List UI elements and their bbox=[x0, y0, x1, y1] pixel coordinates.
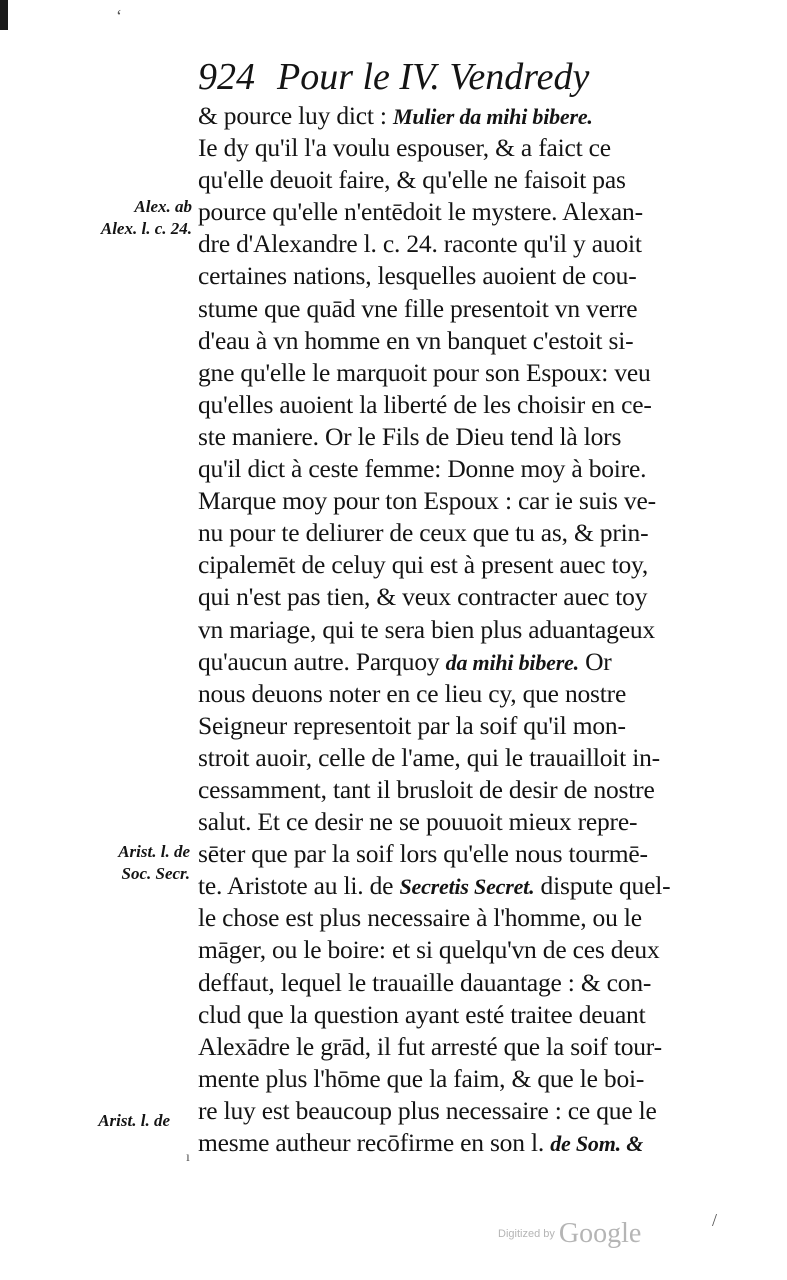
text-line: nous deuons noter en ce lieu cy, que nostre bbox=[198, 678, 627, 708]
running-head-title: Pour le IV. Vendredy bbox=[277, 56, 590, 98]
ink-speck: ı bbox=[186, 1150, 190, 1165]
text-line: clud que la question ayant esté traitee deuant bbox=[198, 999, 646, 1029]
text-line: d'eau à vn homme en vn banquet c'estoit si- bbox=[198, 325, 634, 355]
margin-note-alexander: Alex. ab Alex. l. c. 24. bbox=[100, 197, 192, 238]
text-line: deffaut, lequel le trauaille dauantage : & con- bbox=[198, 967, 652, 997]
margin-note-aristotle-secretis: Arist. l. de Soc. Secr. bbox=[118, 842, 190, 883]
text-line: stume que quād vne fille presentoit vn verre bbox=[198, 293, 638, 323]
text-line: gne qu'elle le marquoit pour son Espoux: veu bbox=[198, 357, 651, 387]
text-line: māger, ou le boire: et si quelqu'vn de ces deux bbox=[198, 935, 660, 965]
text-line: qui n'est pas tien, & veux contracter auec toy bbox=[198, 582, 648, 612]
text-line: sēter que par la soif lors qu'elle nous tourmē- bbox=[198, 839, 648, 869]
text-line: Ie dy qu'il l'a voulu espouser, & a faict ce bbox=[198, 133, 611, 163]
text-line: qu'il dict à ceste femme: Donne moy à boire. bbox=[198, 454, 647, 484]
text-line: Seigneur representoit par la soif qu'il mon- bbox=[198, 710, 626, 740]
digitized-watermark bbox=[498, 1218, 641, 1252]
ink-speck: ʻ bbox=[116, 6, 122, 26]
text-line: mesme autheur recōfirme en son l. de Som. & bbox=[198, 1128, 644, 1157]
text-line: re luy est beaucoup plus necessaire : ce que le bbox=[198, 1095, 657, 1125]
body-text bbox=[198, 100, 708, 1159]
text-line: pource qu'elle n'entēdoit le mystere. Alexan- bbox=[198, 197, 643, 227]
ink-speck: / bbox=[712, 1210, 718, 1230]
text-line: vn mariage, qui te sera bien plus aduantageux bbox=[198, 614, 655, 644]
text-line: cessamment, tant il brusloit de desir de nostre bbox=[198, 774, 655, 804]
text-line: Alexādre le grād, il fut arresté que la soif tour- bbox=[198, 1031, 662, 1061]
text-line: salut. Et ce desir ne se pouuoit mieux repre- bbox=[198, 807, 638, 837]
text-line: qu'elle deuoit faire, & qu'elle ne faisoit pas bbox=[198, 165, 626, 195]
text-line: & pource luy dict : Mulier da mihi bibere. bbox=[198, 101, 593, 130]
text-line: te. Aristote au li. de Secretis Secret. dispute quel- bbox=[198, 871, 671, 901]
text-line: Marque moy pour ton Espoux : car ie suis ve- bbox=[198, 486, 656, 516]
text-line: le chose est plus necessaire à l'homme, ou le bbox=[198, 903, 642, 933]
text-line: mente plus l'hōme que la faim, & que le boi- bbox=[198, 1063, 645, 1093]
text-line: cipalemēt de celuy qui est à present auec toy, bbox=[198, 550, 649, 580]
running-head bbox=[198, 52, 698, 102]
scan-edge-mark bbox=[0, 0, 8, 30]
watermark-prefix: Digitized by bbox=[498, 1228, 555, 1240]
text-line: stroit auoir, celle de l'ame, qui le trauailloit in- bbox=[198, 742, 660, 772]
margin-note-aristotle-somno: Arist. l. de bbox=[98, 1111, 170, 1130]
text-line: ste maniere. Or le Fils de Dieu tend là lors bbox=[198, 421, 622, 451]
google-logo: Google bbox=[558, 1218, 642, 1249]
page-number: 924 bbox=[198, 56, 255, 98]
text-line: qu'aucun autre. Parquoy da mihi bibere. Or bbox=[198, 646, 612, 676]
text-line: nu pour te deliurer de ceux que tu as, & prin- bbox=[198, 518, 649, 548]
text-line: certaines nations, lesquelles auoient de cou- bbox=[198, 261, 637, 291]
text-line: dre d'Alexandre l. c. 24. raconte qu'il y auoit bbox=[198, 229, 642, 259]
text-line: qu'elles auoient la liberté de les choisir en ce- bbox=[198, 389, 652, 419]
